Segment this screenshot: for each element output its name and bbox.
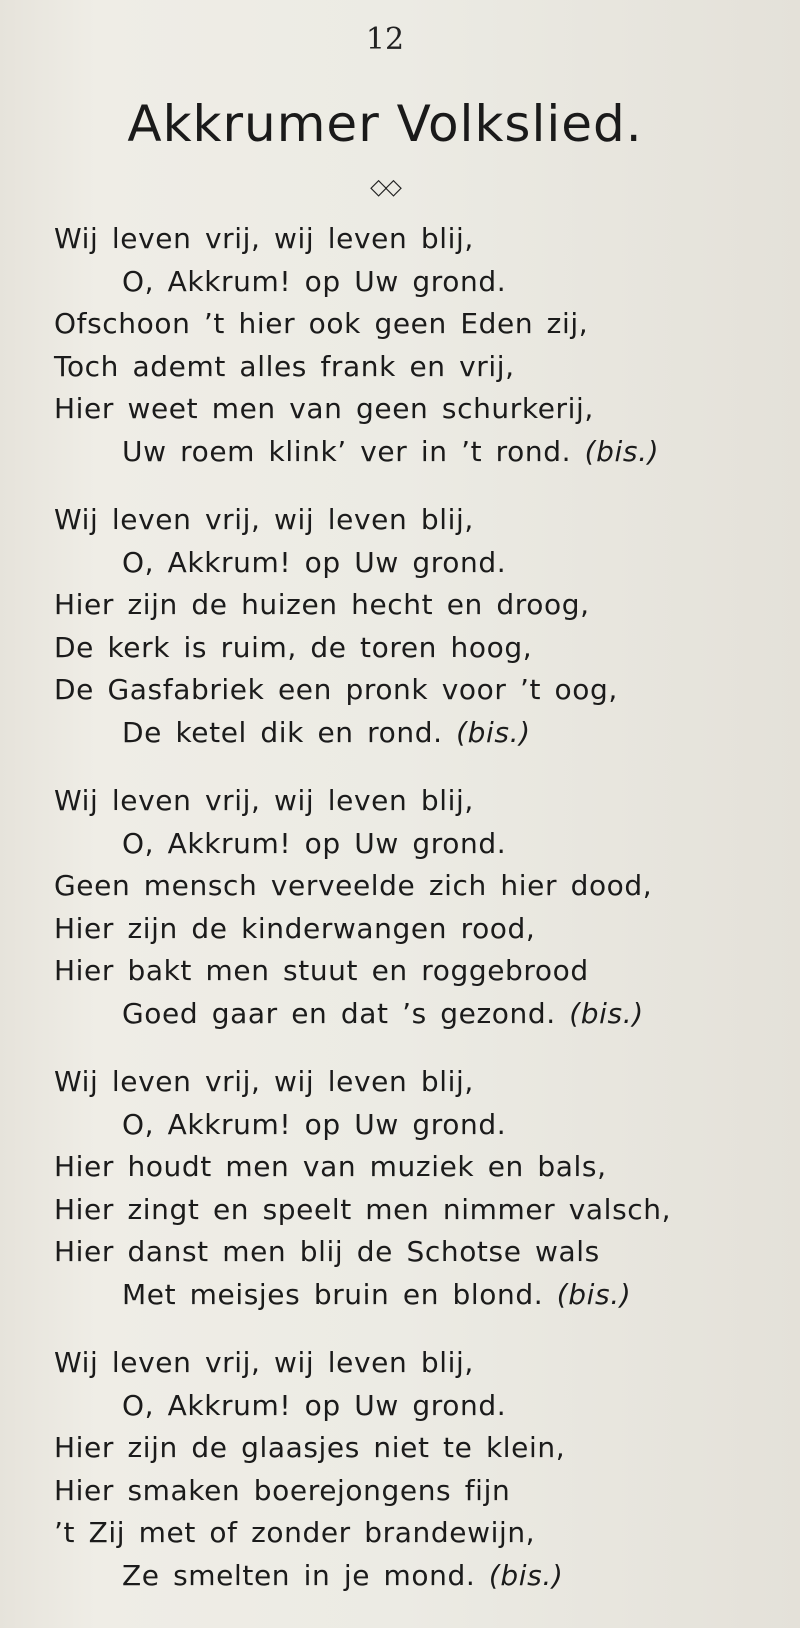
verse-line-refrain [54,1555,784,1598]
verse-line: O, Akkrum! op Uw grond. [122,1388,507,1422]
verse-line: Ofschoon ’t hier ook geen Eden zij, [54,307,589,340]
stanza-5 [54,1342,784,1597]
verse-line-refrain [54,1274,784,1317]
verse-line: Wij leven vrij, wij leven blij, [54,784,474,817]
bis-marker: (bis.) [556,1277,632,1311]
diamond-ornament-icon: ◇◇ [370,175,400,200]
verse-line: Hier bakt men stuut en roggebrood [54,954,589,987]
stanza-3 [54,780,784,1035]
verse-line-refrain [54,712,784,755]
verse-line: Wij leven vrij, wij leven blij, [54,503,474,536]
verse-line: Geen mensch verveelde zich hier dood, [54,869,653,902]
verse-line: Hier weet men van geen schurkerij, [54,392,594,425]
verse-line: Hier zijn de kinderwangen rood, [54,911,536,945]
verse-line-text: Goed gaar en dat ’s gezond. [122,996,556,1030]
verse-line-refrain [54,993,784,1036]
verse-line-refrain [54,431,784,474]
song-title: Akkrumer Volkslied. [127,95,643,153]
stanza-4 [54,1061,784,1316]
verse-line: O, Akkrum! op Uw grond. [122,826,507,860]
stanza-2 [54,499,784,754]
verse-line: O, Akkrum! op Uw grond. [122,545,507,579]
bis-marker: (bis.) [456,715,531,749]
verse-line: Hier zingt en speelt men nimmer valsch, [54,1192,672,1226]
verse-line: De Gasfabriek een pronk voor ’t oog, [54,673,618,706]
verse-line: Wij leven vrij, wij leven blij, [54,222,474,255]
verse-line: O, Akkrum! op Uw grond. [122,1107,507,1141]
verse-line: Hier danst men blij de Schotse wals [54,1235,600,1268]
verse-line: Hier houdt men van muziek en bals, [54,1150,607,1183]
verse-line-text: Ze smelten in je mond. [122,1558,476,1592]
stanza-1 [54,218,784,473]
page-number: 12 [365,22,405,57]
bis-marker: (bis.) [569,996,644,1030]
verse-line: Hier smaken boerejongens fijn [54,1473,511,1507]
verse-line: ’t Zij met of zonder brandewijn, [54,1516,536,1549]
verse-line-text: Met meisjes bruin en blond. [122,1277,544,1311]
verse-line: O, Akkrum! op Uw grond. [122,264,507,298]
verse-line-text: De ketel dik en rond. [122,715,443,749]
verse-line-text: Uw roem klink’ ver in ’t rond. [122,434,572,468]
bis-marker: (bis.) [488,1558,564,1592]
verse-line: Wij leven vrij, wij leven blij, [54,1065,474,1098]
verse-line: Wij leven vrij, wij leven blij, [54,1346,474,1379]
verse-line: Toch ademt alles frank en vrij, [54,349,515,383]
verse-line: De kerk is ruim, de toren hoog, [54,630,533,664]
bis-marker: (bis.) [584,434,660,468]
poem [54,218,784,1623]
verse-line: Hier zijn de huizen hecht en droog, [54,588,590,621]
verse-line: Hier zijn de glaasjes niet te klein, [54,1431,566,1464]
